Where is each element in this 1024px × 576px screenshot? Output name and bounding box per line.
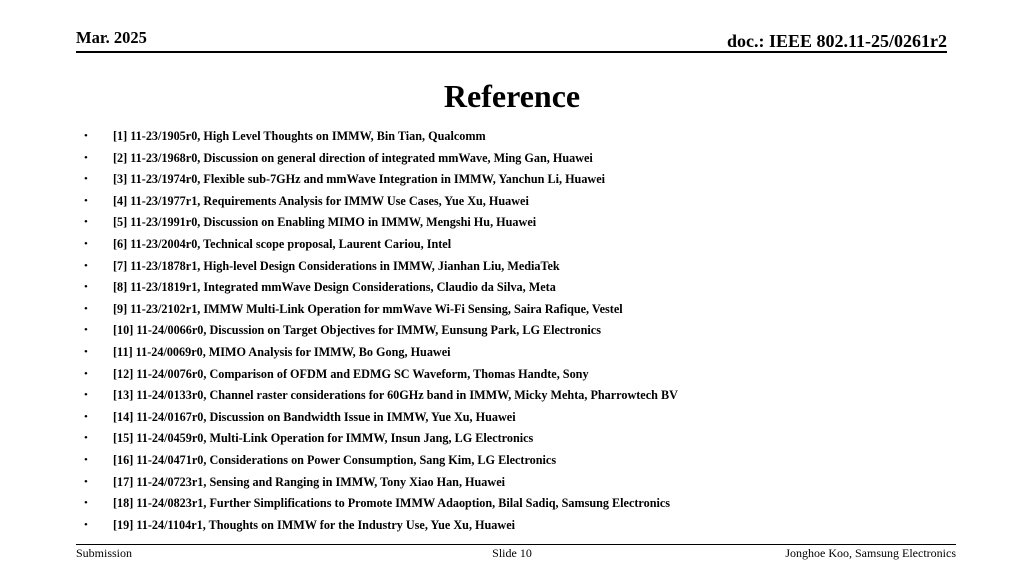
reference-item [80,428,960,450]
reference-item [80,256,960,278]
reference-item [80,299,960,321]
bullet-icon: • [84,518,88,531]
bullet-icon: • [84,237,88,250]
reference-item [80,320,960,342]
reference-text: [1] 11-23/1905r0, High Level Thoughts on IMMW, Bin Tian, Qualcomm [113,129,486,143]
reference-text: [5] 11-23/1991r0, Discussion on Enabling MIMO in IMMW, Mengshi Hu, Huawei [113,215,537,230]
reference-text: [14] 11-24/0167r0, Discussion on Bandwidth Issue in IMMW, Yue Xu, Huawei [113,409,516,424]
header-doc-id: doc.: IEEE 802.11-25/0261r2 [726,31,947,51]
reference-text: [4] 11-23/1977r1, Requirements Analysis for IMMW Use Cases, Yue Xu, Huawei [113,193,529,208]
reference-item [80,515,960,537]
bullet-icon: • [84,475,88,488]
reference-text: [18] 11-24/0823r1, Further Simplifications to Promote IMMW Adaoption, Bilal Sadiq, Samsung Electronics [113,496,671,511]
slide-title: Reference [443,78,581,114]
reference-item [80,148,960,170]
reference-item [80,234,960,256]
reference-text: [3] 11-23/1974r0, Flexible sub-7GHz and mmWave Integration in IMMW, Yanchun Li, Huawei [113,172,606,187]
bullet-icon: • [84,345,88,358]
reference-item [80,493,960,515]
bullet-icon: • [84,432,88,445]
bullet-icon: • [84,410,88,423]
bullet-icon: • [84,389,88,402]
footer-slide-number: Slide 10 [492,546,532,560]
reference-text: [19] 11-24/1104r1, Thoughts on IMMW for the Industry Use, Yue Xu, Huawei [113,517,515,532]
reference-text: [7] 11-23/1878r1, High-level Design Considerations in IMMW, Jianhan Liu, MediaTek [113,258,560,273]
bullet-icon: • [84,151,88,164]
header-date: Mar. 2025 [76,28,147,47]
reference-text: [8] 11-23/1819r1, Integrated mmWave Design Considerations, Claudio da Silva, Meta [113,280,556,295]
reference-item [80,169,960,191]
reference-text: [10] 11-24/0066r0, Discussion on Target Objectives for IMMW, Eunsung Park, LG Electronics [113,323,601,338]
reference-item [80,277,960,299]
reference-item [80,364,960,386]
reference-item [80,212,960,234]
reference-text: [16] 11-24/0471r0, Considerations on Power Consumption, Sang Kim, LG Electronics [113,452,557,467]
reference-text: [2] 11-23/1968r0, Discussion on general direction of integrated mmWave, Ming Gan, Huawei [113,150,593,165]
bullet-icon: • [84,324,88,337]
bullet-icon: • [84,216,88,229]
bullet-icon: • [84,259,88,272]
reference-item [80,191,960,213]
reference-item [80,342,960,364]
bullet-icon: • [84,367,88,380]
reference-text: [11] 11-24/0069r0, MIMO Analysis for IMMW, Bo Gong, Huawei [113,344,451,359]
bullet-icon: • [84,453,88,466]
bullet-icon: • [84,497,88,510]
header-divider [76,51,947,53]
reference-item [80,126,960,148]
reference-list [80,126,960,536]
reference-text: [9] 11-23/2102r1, IMMW Multi-Link Operation for mmWave Wi-Fi Sensing, Saira Rafique, Vestel [113,301,623,316]
reference-item [80,450,960,472]
reference-item [80,385,960,407]
reference-item [80,407,960,429]
reference-text: [12] 11-24/0076r0, Comparison of OFDM and EDMG SC Waveform, Thomas Handte, Sony [113,366,589,381]
reference-item [80,472,960,494]
footer-divider [76,544,956,545]
bullet-icon: • [84,173,88,186]
bullet-icon: • [84,302,88,315]
reference-text: [13] 11-24/0133r0, Channel raster considerations for 60GHz band in IMMW, Micky Mehta, Pharrowtech BV [113,388,678,403]
bullet-icon: • [84,281,88,294]
bullet-icon: • [84,130,88,142]
reference-text: [15] 11-24/0459r0, Multi-Link Operation for IMMW, Insun Jang, LG Electronics [113,431,534,446]
reference-text: [17] 11-24/0723r1, Sensing and Ranging in IMMW, Tony Xiao Han, Huawei [113,474,505,489]
bullet-icon: • [84,194,88,207]
footer-author: Jonghoe Koo, Samsung Electronics [785,546,956,560]
footer-submission: Submission [76,546,133,560]
reference-text: [6] 11-23/2004r0, Technical scope proposal, Laurent Cariou, Intel [113,236,452,251]
